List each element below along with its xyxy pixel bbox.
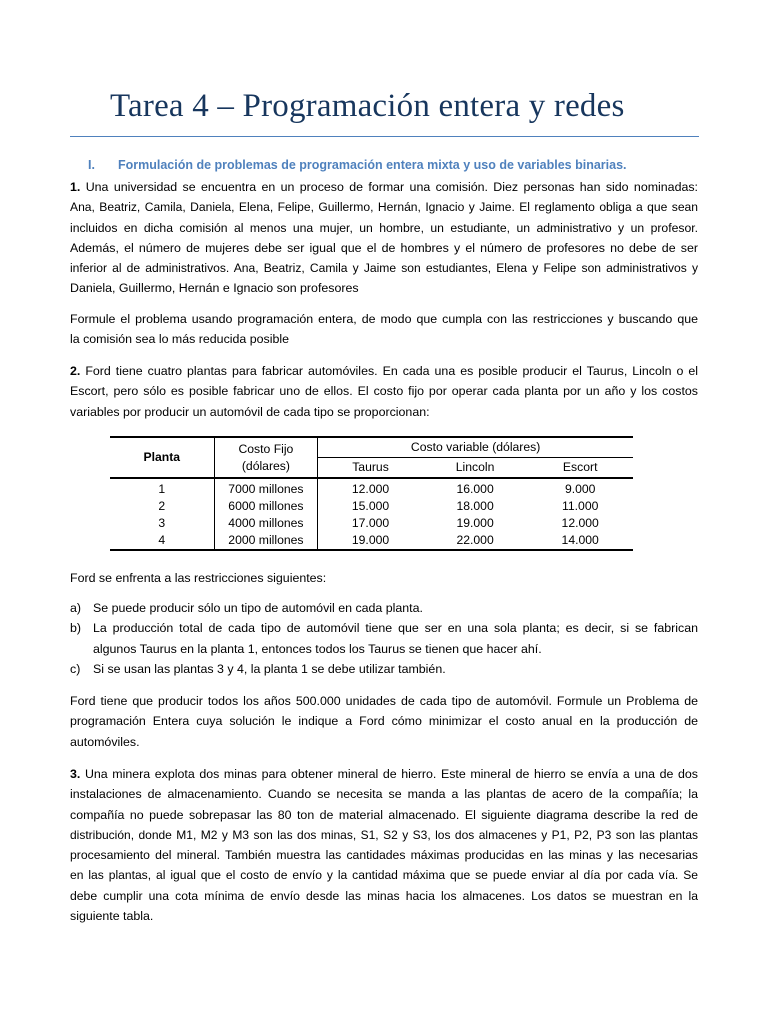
problem-3-paragraph [70,764,698,926]
paragraph-line: Ana, Beatriz, Camila, Daniela, Elena, Felipe, Guillermo, Hernán, Ignacio y Jaime. El reglamento obliga a que sean [70,200,698,215]
cell-planta: 1 [110,478,214,498]
problem-1-paragraph [70,177,698,299]
paragraph-line: debe cumplir una cota mínima de envío desde las minas hacia los almacenes. Los datos se muestran en la [70,888,698,903]
problem-2-paragraph [70,361,698,422]
cell-lincoln: 22.000 [423,532,528,550]
paragraph-line: 3. Una minera explota dos minas para obtener mineral de hierro. Este mineral de hierro se envía a una de dos [70,767,698,781]
cell-taurus: 15.000 [351,499,390,513]
table-row [110,515,633,532]
cell-escort: 11.000 [562,499,599,513]
section-heading [88,158,627,172]
problem-1-instruction [70,309,698,350]
paragraph-line: procesamiento del mineral. También muestra las cantidades máximas producidas en las minas y las necesarias [70,848,698,863]
cell-fijo: 2000 millones [214,532,318,550]
section-title: Formulación de problemas de programación entera mixta y uso de variables binarias. [118,158,627,172]
section-numeral: I. [88,158,95,172]
header-costo-fijo: Costo Fijo (dólares) [214,437,318,478]
header-escort: Escort [527,458,633,479]
paragraph-line: instalaciones de almacenamiento. Cuando se necesita se manda a las plantas de acero de la compañía; la [70,787,698,802]
cell-escort: 14.000 [527,532,633,550]
list-item-text: Se puede producir sólo un tipo de automóvil en cada planta. [93,601,423,615]
list-item [70,598,698,618]
cell-taurus: 12.000 [351,482,390,496]
cell-fijo: 4000 millones [214,515,318,532]
cell-planta: 3 [110,515,214,532]
cell-taurus: 17.000 [351,516,390,530]
cell-planta: 2 [110,498,214,515]
paragraph-line: en las plantas, al igual que el costo de envío y la cantidad máxima que se puede enviar al día por cada vía. Se [70,868,698,883]
paragraph-line: Ford tiene que producir todos los años 500.000 unidades de cada tipo de automóvil. Formule un Problema de [70,694,698,708]
header-costo-variable: Costo variable (dólares) [318,437,633,458]
problem-number: 1. [70,180,81,194]
header-planta: Planta [110,437,214,478]
paragraph-line: distribución, donde M1, M2 y M3 son las dos minas, S1, S2 y S3, los dos almacenes y P1, P2, P3 son las plantas [70,827,698,842]
paragraph-line: siguiente tabla. [70,909,154,924]
cell-taurus: 19.000 [318,532,423,550]
cell-fijo: 6000 millones [214,498,318,515]
paragraph-line: 1. Una universidad se encuentra en un proceso de formar una comisión. Diez personas han sido nominadas: [70,180,698,194]
paragraph-line: compañía no puede sobrepasar las 80 ton de material almacenado. El siguiente diagrama describe la red de [70,807,698,822]
header-lincoln: Lincoln [423,458,528,479]
paragraph-line: incluidos en dicha comisión al menos una mujer, un hombre, un estudiante, un administrativo y un profesor. [70,220,698,235]
cell-planta: 4 [110,532,214,550]
paragraph-line: inferior al de administrativos. Ana, Beatriz, Camila y Jaime son estudiantes, Elena y Felipe son administrativos y [70,261,698,276]
cell-fijo: 7000 millones [214,478,318,498]
list-item [70,618,698,659]
paragraph-line: Formule el problema usando programación entera, de modo que cumpla con las restricciones y buscando que [70,312,698,326]
list-item-text: Si se usan las plantas 3 y 4, la planta 1 se debe utilizar también. [93,661,446,676]
list-item-text: algunos Taurus en la planta 1, entonces todos los Taurus se tienen que hacer ahí. [93,641,542,656]
problem-number: 2. [70,364,81,378]
table-row [110,498,633,515]
cell-lincoln: 16.000 [456,482,494,496]
list-item [70,659,698,679]
page-title: Tarea 4 – Programación entera y redes [110,88,625,124]
cell-lincoln: 19.000 [456,516,494,530]
title-underline [70,136,699,137]
paragraph-line: automóviles. [70,734,140,749]
paragraph-line: Escort, pero sólo es posible fabricar uno de ellos. El costo fijo por operar cada planta por un año y los costos [70,384,698,399]
cell-escort: 12.000 [561,516,599,530]
list-marker: b) [70,621,82,636]
paragraph-line: programación Entera cuya solución le indique a Ford cómo minimizar el costo anual en la producción de [70,714,698,729]
restrictions-list [70,598,698,679]
paragraph-line: 2. Ford tiene cuatro plantas para fabricar automóviles. En cada una es posible producir el Taurus, Lincoln o el [70,364,698,378]
cell-lincoln: 18.000 [456,499,494,513]
restrictions-intro: Ford se enfrenta a las restricciones siguientes: [70,571,327,585]
list-marker: a) [70,601,82,615]
paragraph-line: la comisión sea lo más reducida posible [70,332,290,347]
cell-escort: 9.000 [564,482,596,496]
ford-cost-table [110,436,633,551]
table-row [110,478,633,498]
table-row [110,532,633,550]
paragraph-line: variables por producir un automóvil de cada tipo se proporcionan: [70,404,430,419]
problem-number: 3. [70,767,81,781]
list-marker: c) [70,661,81,676]
list-item-text: La producción total de cada tipo de automóvil tiene que ser en una sola planta; es decir, si se fabrican [93,621,698,636]
paragraph-line: Además, el número de mujeres debe ser igual que el de hombres y el número de profesores no debe de ser [70,240,698,255]
header-taurus: Taurus [318,458,423,479]
paragraph-line: Daniela, Guillermo, Hernán e Ignacio son profesores [70,281,359,296]
problem-2-instruction [70,691,698,752]
